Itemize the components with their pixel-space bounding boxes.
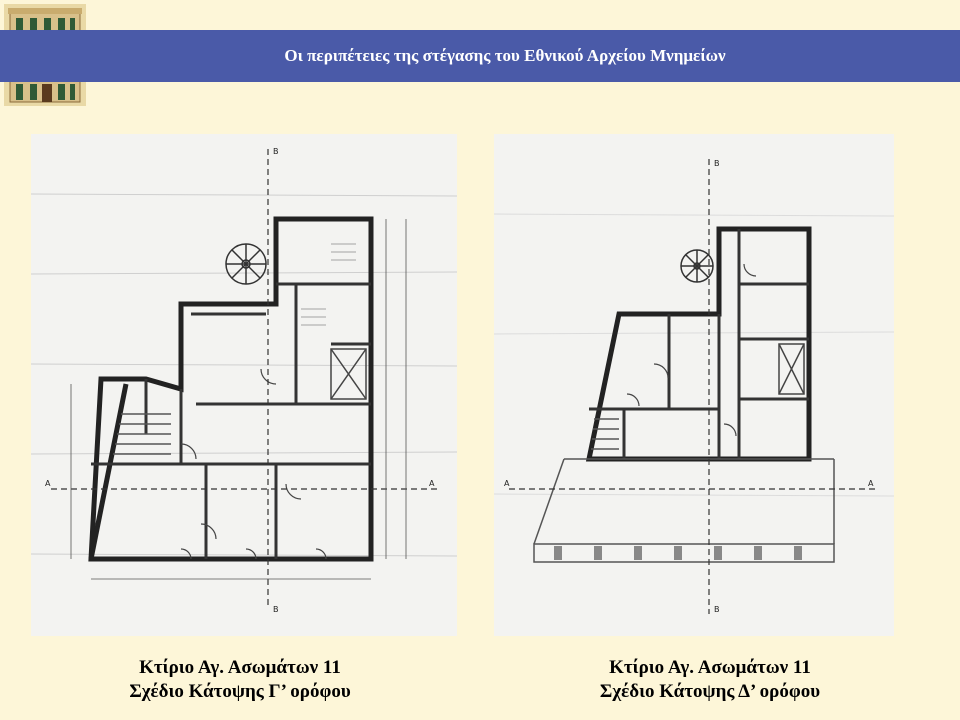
floor-plan-fourth-floor <box>494 134 894 636</box>
caption-third-floor <box>70 656 410 704</box>
slide-title: Οι περιπέτειες της στέγασης του Εθνικού Αρχείου Μνημείων <box>284 46 726 65</box>
svg-text:B: B <box>714 159 720 168</box>
svg-text:A: A <box>429 479 435 488</box>
svg-text:A: A <box>504 479 510 488</box>
svg-text:B: B <box>273 147 279 156</box>
caption-fourth-floor <box>540 656 880 704</box>
svg-text:B: B <box>273 605 279 614</box>
caption-building-name: Κτίριο Αγ. Ασωμάτων 11 <box>609 657 811 678</box>
svg-text:B: B <box>714 605 720 614</box>
svg-text:A: A <box>45 479 51 488</box>
caption-plan-name: Σχέδιο Κάτοψης Γ’ ορόφου <box>129 681 351 702</box>
caption-building-name: Κτίριο Αγ. Ασωμάτων 11 <box>139 657 341 678</box>
svg-text:A: A <box>868 479 874 488</box>
floor-plan-third-floor <box>31 134 457 636</box>
caption-plan-name: Σχέδιο Κάτοψης Δ’ ορόφου <box>599 681 821 702</box>
